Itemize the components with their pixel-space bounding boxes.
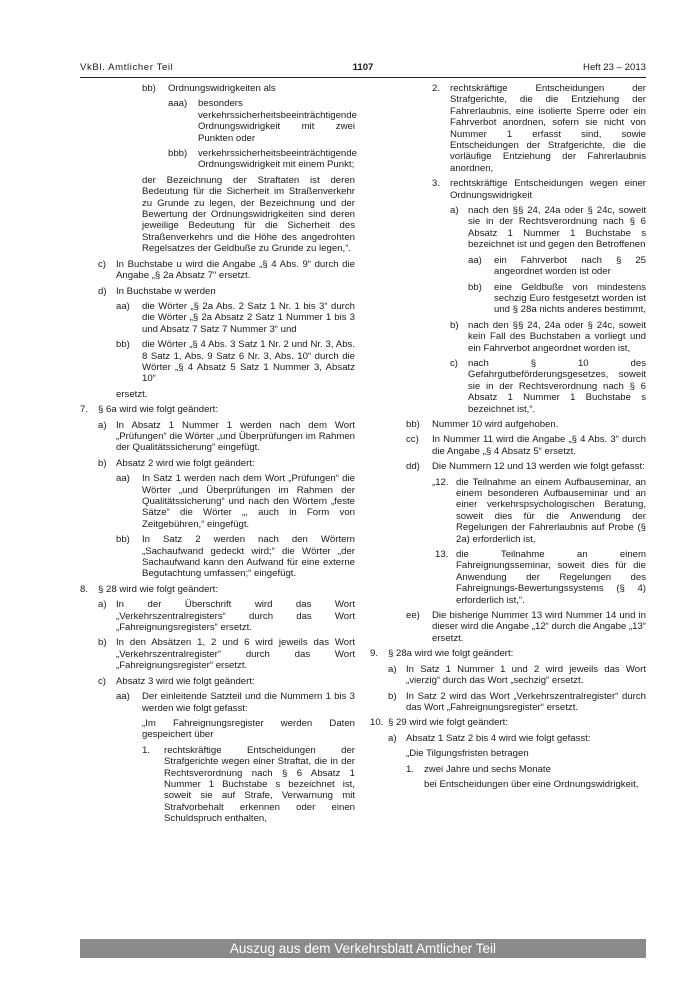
- list-item: [370, 717, 646, 728]
- item-label: bbb): [168, 148, 188, 160]
- issue-label: Heft 23 – 2013: [583, 62, 646, 73]
- item-text: nach den §§ 24, 24a oder § 24c, soweit kein Fall des Buchstaben a vorliegt und ein Fahrverbot angeordnet worden ist,: [468, 319, 646, 354]
- item-text: nach § 10 des Gefahrgutbeförderungsgesetzes, soweit sie in der Rechtsverordnung nach § 6 Absatz 1 Nummer 1 Buchstabe s bezeichnet ist,“.: [468, 357, 646, 415]
- item-text: Die Nummern 12 und 13 werden wie folgt gefasst:: [432, 461, 645, 473]
- item-text: Absatz 2 wird wie folgt geändert:: [116, 457, 255, 469]
- footer-banner: [80, 939, 646, 958]
- list-item: [142, 745, 355, 825]
- item-label: „12.: [432, 476, 449, 488]
- item-text: besonders verkehrssicherheitsbeeinträchtigende Ordnungswidrigkeit mit zwei Punkten oder: [198, 98, 357, 144]
- list-item: [168, 148, 355, 171]
- list-item: [432, 549, 646, 606]
- list-item: [388, 691, 646, 714]
- item-text: § 28a wird wie folgt geändert:: [388, 648, 514, 660]
- paragraph: „Die Tilgungsfristen betragen: [406, 748, 529, 760]
- paragraph: „Im Fahreignungsregister werden Daten gespeichert über: [142, 717, 355, 741]
- item-label: aa): [116, 473, 130, 485]
- list-item: [98, 676, 355, 687]
- list-item: [450, 205, 646, 251]
- page-header: [80, 62, 646, 76]
- list-item: [432, 83, 646, 174]
- list-item: [406, 419, 646, 430]
- item-text: § 6a wird wie folgt geändert:: [98, 404, 218, 416]
- item-text: Der einleitende Satzteil und die Nummern 1 bis 3 werden wie folgt gefasst:: [142, 691, 355, 714]
- list-item: [370, 648, 646, 659]
- item-label: c): [98, 675, 106, 687]
- item-label: aa): [116, 300, 130, 312]
- item-label: b): [98, 637, 107, 649]
- header-rule: [80, 77, 646, 78]
- item-text: § 28 wird wie folgt geändert:: [98, 583, 218, 595]
- item-label: b): [388, 690, 397, 702]
- item-label: a): [388, 663, 397, 675]
- item-label: aa): [468, 254, 482, 266]
- item-text: In Absatz 1 Nummer 1 werden nach dem Wort „Prüfungen“ die Wörter „und Überprüfungen im Rahmen der Qualitätssicherung“ eingefügt.: [116, 419, 355, 454]
- right-column: [370, 83, 646, 794]
- list-item: [116, 301, 355, 335]
- item-label: bb): [116, 534, 130, 546]
- item-label: cc): [406, 434, 419, 446]
- item-text: rechtskräftige Entscheidungen der Strafgerichte wegen einer Straftat, die in der Rechtsverordnung nach § 6 Absatz 1 Nummer 1 Buchstabe s bezeichnet ist, soweit sie auf Strafe, Verwarnung mit Strafvorbehalt erkennen oder einen Schuldspruch enthalten,: [164, 744, 355, 825]
- paragraph: bei Entscheidungen über eine Ordnungswidrigkeit,: [424, 778, 639, 790]
- item-text: ein Fahrverbot nach § 25 angeordnet worden ist oder: [494, 254, 646, 278]
- list-item: [406, 764, 646, 775]
- page-number: 1107: [352, 62, 374, 73]
- item-label: c): [98, 258, 106, 270]
- item-label: a): [450, 205, 459, 217]
- item-text: In Satz 1 werden nach dem Wort „Prüfungen“ die Wörter „und Überprüfungen im Rahmen der Qualitätssicherung“ und nach den Wörtern „feste Sätze“ die Wörter „, auch in Form von Zeitgebühren,“ eingefügt.: [142, 473, 355, 530]
- item-text: In Buchstabe u wird die Angabe „§ 4 Abs. 9“ durch die Angabe „§ 2a Absatz 7“ ersetzt.: [116, 258, 355, 282]
- list-item: [98, 599, 355, 633]
- item-text: rechtskräftige Entscheidungen wegen einer Ordnungswidrigkeit: [450, 178, 646, 201]
- item-text: In Satz 2 werden nach den Wörtern „Sachaufwand gedeckt wird;“ die Wörter „der Sachaufwand kann den Aufwand für eine externe Begutachtung umfassen;“ eingefügt.: [142, 534, 355, 580]
- item-label: 10.: [370, 717, 384, 729]
- list-item: [406, 461, 646, 472]
- item-text: In Buchstabe w werden: [116, 285, 216, 297]
- item-text: verkehrssicherheitsbeeinträchtigende Ordnungswidrigkeit mit einem Punkt;: [198, 148, 357, 171]
- item-label: 8.: [80, 583, 89, 595]
- item-label: 1.: [142, 744, 151, 756]
- item-label: c): [450, 357, 458, 369]
- item-text: Nummer 10 wird aufgehoben.: [432, 418, 559, 430]
- item-text: In Satz 2 wird das Wort „Verkehrszentralregister“ durch das Wort „Fahreignungsregister“ ersetzt.: [406, 690, 646, 713]
- list-item: [388, 664, 646, 687]
- list-item: [116, 473, 355, 530]
- item-label: 13.: [435, 549, 449, 561]
- item-text: nach den §§ 24, 24a oder § 24c, soweit sie in der Rechtsverordnung nach § 6 Absatz 1 Nummer 1 Buchstabe s bezeichnet ist und gegen den Betroffenen: [468, 205, 646, 251]
- list-item: [80, 584, 355, 595]
- list-item: [142, 83, 355, 94]
- item-text: die Teilnahme an einem Fahreignungsseminar, soweit dies für die Anwendung der Regelungen des Fahreignungs-Bewertungssystems (§ 4) erforderlich ist,“.: [456, 549, 646, 606]
- item-label: 1.: [406, 763, 415, 775]
- item-label: bb): [142, 83, 156, 94]
- item-label: a): [98, 599, 107, 611]
- list-item: [406, 610, 646, 644]
- list-item: [432, 178, 646, 201]
- item-text: die Teilnahme an einem Aufbauseminar, an einem besonderen Aufbauseminar und an einer verkehrspsychologischen Beratung, soweit dies für die Anwendung der Regelungen der Fahrerlaubnis auf Probe (§ 2a) erforderlich ist,: [456, 476, 646, 545]
- left-column: [80, 83, 355, 829]
- item-text: In der Überschrift wird das Wort „Verkehrszentralregisters“ durch das Wort „Fahreignungsregisters“ ersetzt.: [116, 599, 355, 634]
- item-label: 7.: [80, 404, 89, 416]
- list-item: [168, 98, 355, 144]
- footer-text: Auszug aus dem Verkehrsblatt Amtlicher Teil: [229, 941, 497, 956]
- item-label: bb): [116, 339, 130, 351]
- list-item: [432, 477, 646, 545]
- list-item: [468, 255, 646, 278]
- item-label: a): [388, 732, 397, 744]
- list-item: [80, 404, 355, 415]
- item-text: In Nummer 11 wird die Angabe „§ 4 Abs. 3“ durch die Angabe „§ 4 Absatz 5“ ersetzt.: [432, 434, 646, 457]
- item-label: b): [98, 457, 107, 469]
- item-label: b): [450, 319, 459, 331]
- item-text: Absatz 1 Satz 2 bis 4 wird wie folgt gefasst:: [406, 732, 591, 744]
- item-label: d): [98, 285, 107, 297]
- item-label: aa): [116, 691, 130, 703]
- item-text: § 29 wird wie folgt geändert:: [388, 717, 508, 729]
- item-label: dd): [406, 461, 420, 473]
- list-item: [450, 358, 646, 415]
- list-item: [98, 259, 355, 282]
- list-item: [98, 637, 355, 671]
- journal-title: VkBl. Amtlicher Teil: [80, 62, 174, 73]
- item-text: zwei Jahre und sechs Monate: [424, 763, 551, 775]
- item-label: a): [98, 419, 107, 431]
- list-item: [468, 282, 646, 316]
- list-item: [450, 320, 646, 354]
- list-item: [116, 691, 355, 714]
- item-label: 2.: [432, 83, 441, 94]
- list-item: [388, 733, 646, 744]
- list-item: [116, 534, 355, 580]
- item-label: bb): [406, 418, 420, 430]
- item-text: eine Geldbuße von mindestens sechzig Euro festgesetzt worden ist und § 28a nichts anderes bestimmt,: [494, 281, 646, 316]
- list-item: [98, 286, 355, 297]
- item-text: rechtskräftige Entscheidungen der Strafgerichte, die die Entziehung der Fahrerlaubnis, eine isolierte Sperre oder ein Fahrverbot anordnen, sofern sie nicht von Nummer 1 erfasst sind, sowie Entscheidungen der Strafgerichte, die die vorläufige Entziehung der Fahrerlaubnis anordnen,: [450, 83, 646, 174]
- list-item: [98, 458, 355, 469]
- list-item: [116, 339, 355, 385]
- list-item: [98, 420, 355, 454]
- item-label: aaa): [168, 98, 188, 110]
- paragraph: ersetzt.: [116, 388, 148, 400]
- item-text: die Wörter „§ 4 Abs. 3 Satz 1 Nr. 2 und Nr. 3, Abs. 8 Satz 1, Abs. 9 Satz 6 Nr. 3, Abs. 10“ durch die Wörter „§ 4 Absatz 5 Satz 1 Nummer 3, Absatz 10“: [142, 339, 355, 385]
- item-text: Ordnungswidrigkeiten als: [168, 83, 276, 94]
- item-label: bb): [468, 281, 482, 293]
- item-text: In den Absätzen 1, 2 und 6 wird jeweils das Wort „Verkehrszentralregister“ durch das Wort „Fahreignungsregister“ ersetzt.: [116, 637, 355, 672]
- item-text: die Wörter „§ 2a Abs. 2 Satz 1 Nr. 1 bis 3“ durch die Wörter „§ 2a Absatz 2 Satz 1 Nummer 1 bis 3 und Absatz 7 Satz 7 Nummer 3“ und: [142, 300, 355, 335]
- item-text: In Satz 1 Nummer 1 und 2 wird jeweils das Wort „vierzig“ durch das Wort „sechzig“ ersetzt.: [406, 663, 646, 687]
- item-label: 3.: [432, 178, 441, 190]
- item-text: Absatz 3 wird wie folgt geändert:: [116, 675, 255, 687]
- item-label: 9.: [370, 648, 379, 660]
- item-text: Die bisherige Nummer 13 wird Nummer 14 und in dieser wird die Angabe „12“ durch die Angabe „13“ ersetzt.: [432, 610, 646, 644]
- paragraph: der Bezeichnung der Straftaten ist deren Bedeutung für die Sicherheit im Straßenverkehr zu Grunde zu legen, der Bezeichnung und der Bewertung der Ordnungswidrigkeiten sind deren jeweilige Bedeutung für die Sicherheit des Straßenverkehrs und die Höhe des angedrohten Regelsatzes der Geldbuße zu Grunde zu legen,“.: [142, 174, 355, 255]
- item-label: ee): [406, 610, 420, 622]
- list-item: [406, 434, 646, 457]
